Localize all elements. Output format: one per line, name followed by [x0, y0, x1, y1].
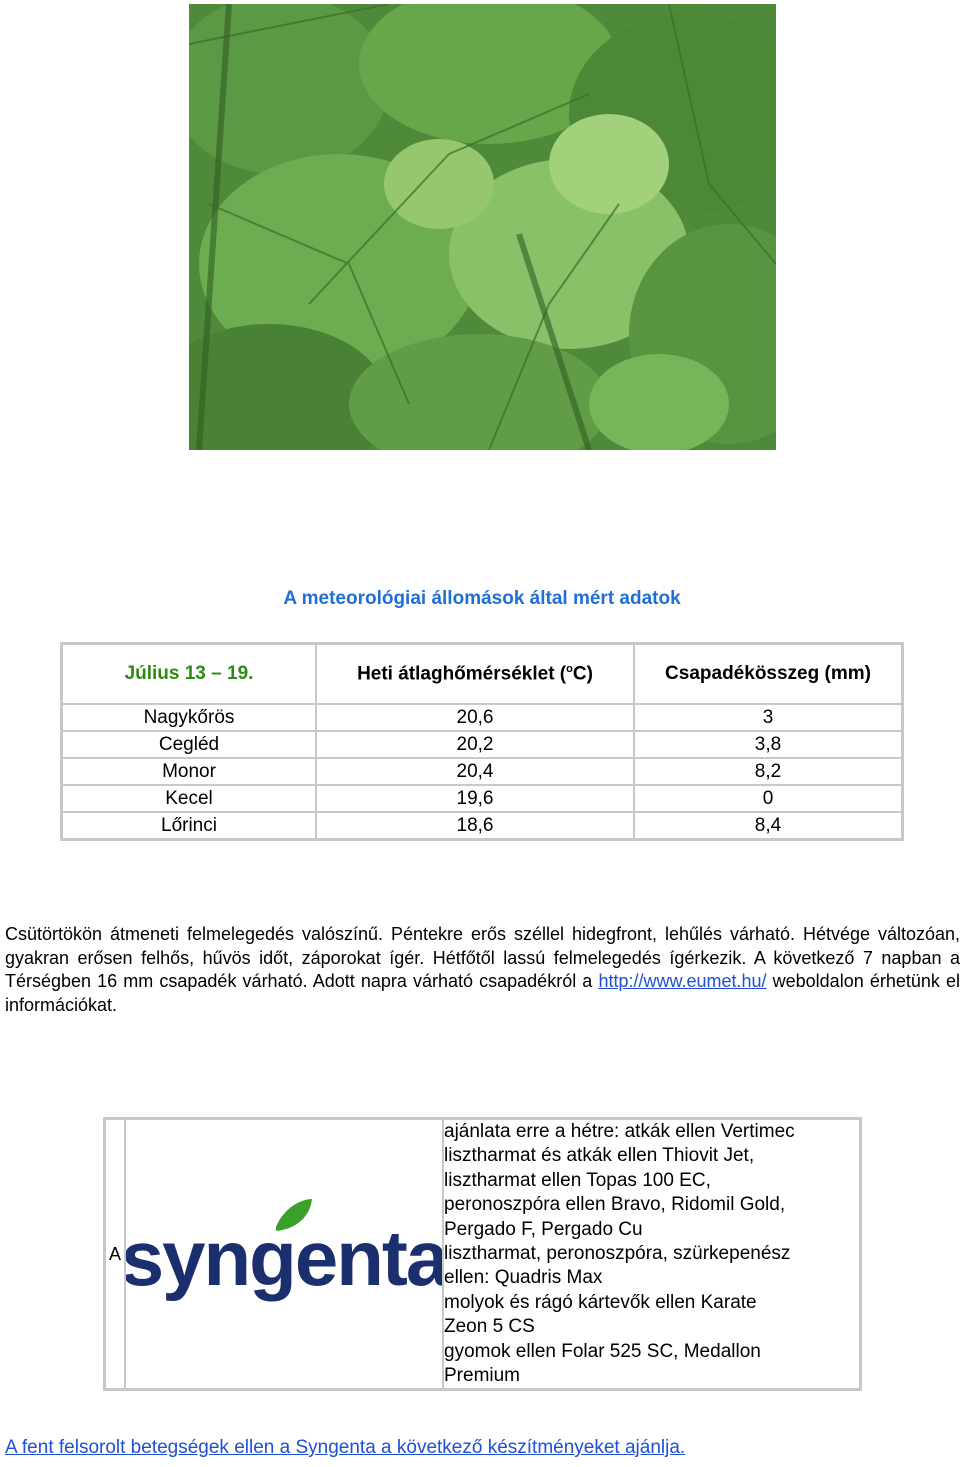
- header-temperature: Heti átlaghőmérséklet ($^o$C): [316, 644, 634, 704]
- station-name: Kecel: [62, 785, 316, 812]
- station-name: Lőrinci: [62, 812, 316, 839]
- station-temperature: 20,6: [316, 704, 634, 731]
- list-item: gyomok ellen Folar 525 SC, Medallon: [444, 1340, 761, 1362]
- grape-leaves-image: [189, 4, 776, 450]
- station-temperature: 18,6: [316, 812, 634, 839]
- footer-link[interactable]: A fent felsorolt betegségek ellen a Syngenta a következő készítményeket ajánlja.: [5, 1437, 686, 1458]
- forecast-paragraph: Csütörtökön átmeneti felmelegedés valószínű. Péntekre erős széllel hidegfront, lehűlés várható. Hétvége változóan, gyakran erősen felhős, hűvös időt, záporokat ígér. Hétfőtől lassú felmelegedés ígérkezik. A következő 7 napban a Térségben 16 mm csapadék várható. Adott napra várható csapadékról a http://www.eumet.hu/ weboldalon érhetünk el információkat.: [5, 924, 960, 1015]
- list-item: Zeon 5 CS: [444, 1316, 535, 1338]
- syngenta-logo: [125, 1119, 443, 1389]
- list-item: molyok és rágó kártevők ellen Karate: [444, 1291, 757, 1313]
- table-row: [62, 704, 902, 731]
- table-row: [62, 812, 902, 839]
- product-recommendation-box: [103, 1117, 862, 1391]
- table-row: [62, 731, 902, 758]
- grape-leaves-photo: [189, 4, 776, 450]
- logo-wordmark: syngenta: [126, 1213, 442, 1302]
- header-precipitation: Csapadékösszeg (mm): [634, 644, 902, 704]
- station-temperature: 19,6: [316, 785, 634, 812]
- list-item: peronoszpóra ellen Bravo, Ridomil Gold,: [444, 1194, 786, 1216]
- list-item: lisztharmat ellen Topas 100 EC,: [444, 1169, 711, 1191]
- station-temperature: 20,4: [316, 758, 634, 785]
- meteo-data-table: [60, 642, 904, 841]
- station-precipitation: 8,2: [634, 758, 902, 785]
- station-precipitation: 8,4: [634, 812, 902, 839]
- station-name: Monor: [62, 758, 316, 785]
- list-item: ellen: Quadris Max: [444, 1267, 603, 1289]
- list-item: Premium: [444, 1365, 521, 1387]
- list-item: ajánlata erre a hétre: atkák ellen Vertimec: [444, 1121, 795, 1142]
- list-item: Pergado F, Pergado Cu: [444, 1218, 643, 1240]
- meteo-section-title: A meteorológiai állomások által mért adatok: [283, 588, 681, 609]
- station-precipitation: 0: [634, 785, 902, 812]
- table-row: [62, 785, 902, 812]
- station-name: Cegléd: [62, 731, 316, 758]
- prefix-letter: A: [105, 1119, 125, 1389]
- station-precipitation: 3,8: [634, 731, 902, 758]
- header-date: Július 13 – 19.: [62, 644, 316, 704]
- station-temperature: 20,2: [316, 731, 634, 758]
- station-name: Nagykőrös: [62, 704, 316, 731]
- product-list: [443, 1119, 860, 1389]
- syngenta-logo-image: [126, 1197, 442, 1307]
- list-item: lisztharmat, peronoszpóra, szürkepenész: [444, 1243, 791, 1265]
- meteo-header-row: [62, 644, 902, 704]
- table-row: [62, 758, 902, 785]
- list-item: lisztharmat és atkák ellen Thiovit Jet,: [444, 1145, 755, 1167]
- eumet-link[interactable]: http://www.eumet.hu/: [598, 971, 767, 991]
- station-precipitation: 3: [634, 704, 902, 731]
